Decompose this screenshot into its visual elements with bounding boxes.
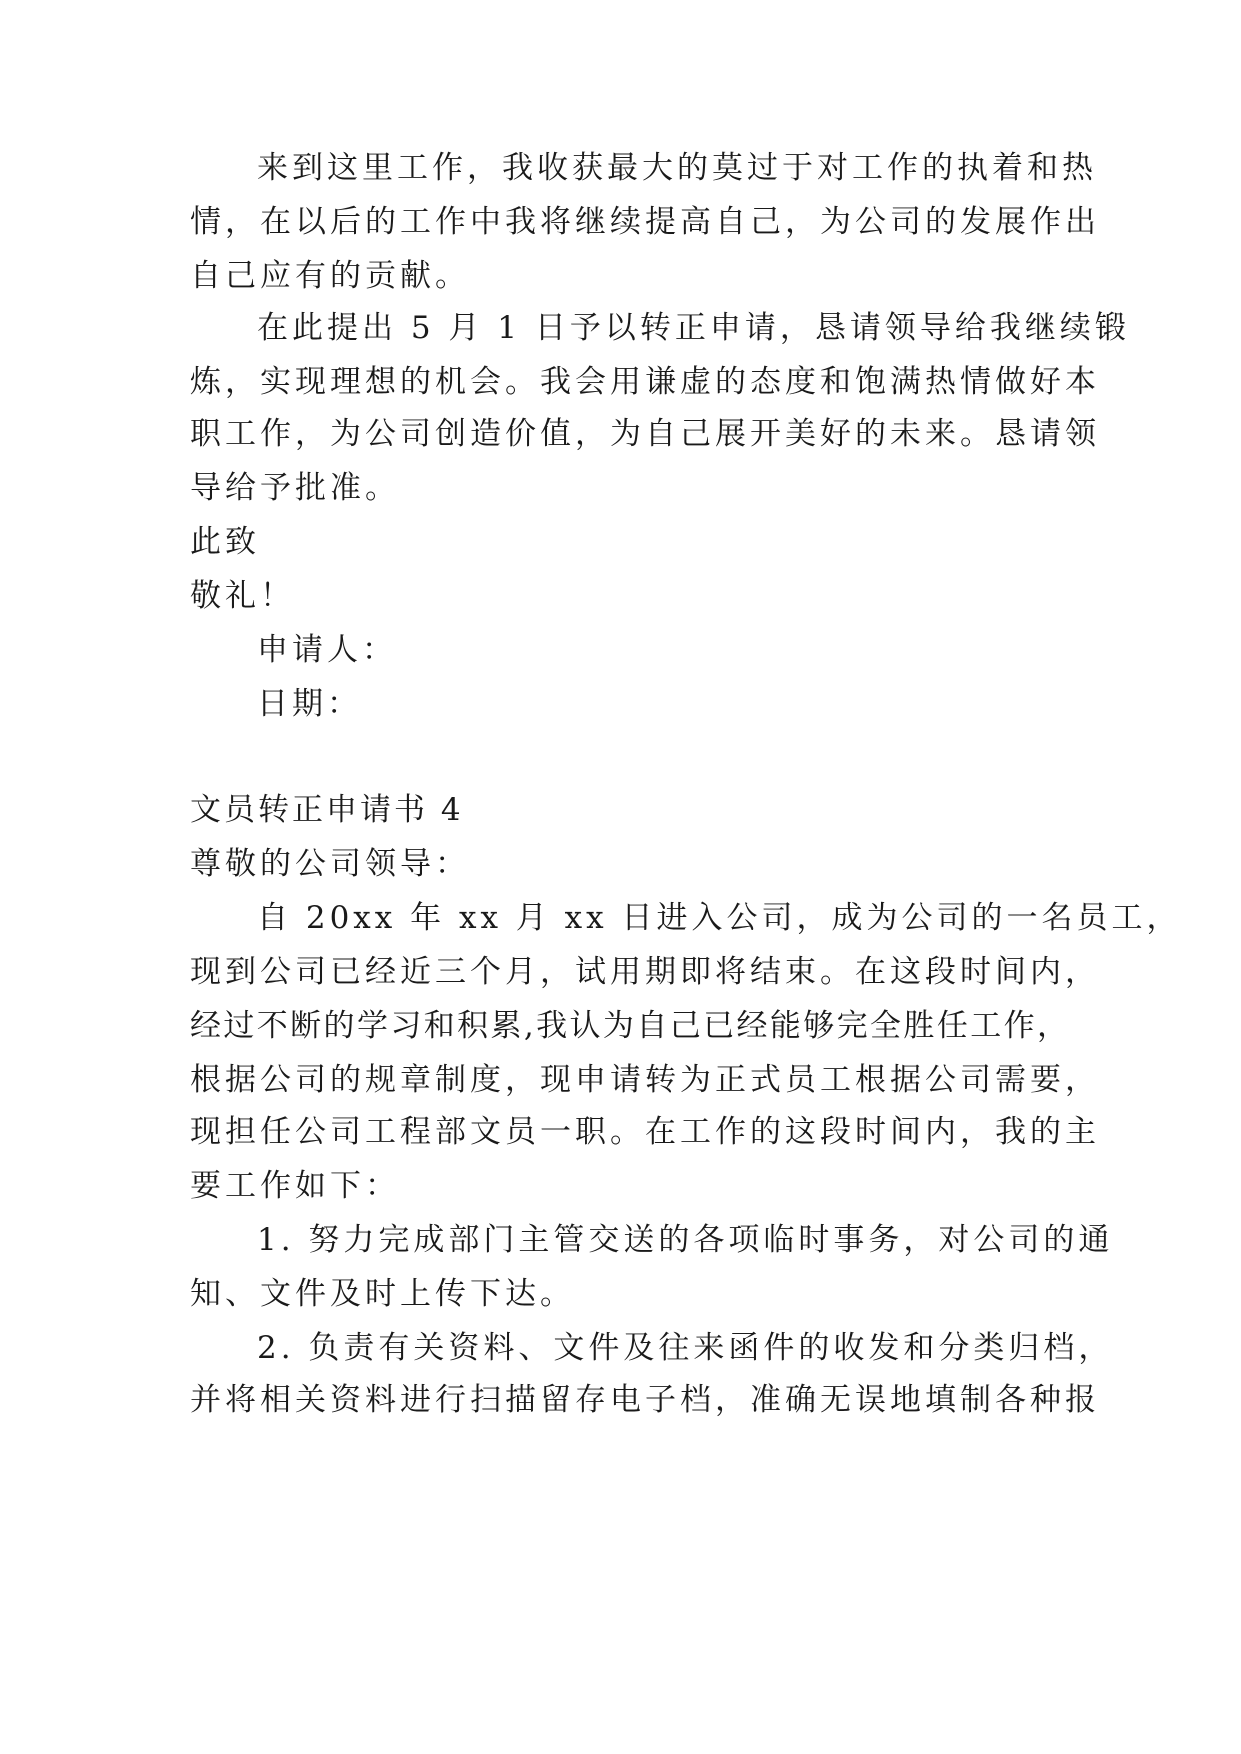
list-item-line: 知、文件及时上传下达。 [190, 1276, 575, 1312]
paragraph-line: 导给予批准。 [190, 470, 400, 506]
paragraph-line: 情，在以后的工作中我将继续提高自己，为公司的发展作出 [190, 204, 1100, 240]
list-item-line: 并将相关资料进行扫描留存电子档，准确无误地填制各种报 [190, 1382, 1100, 1418]
paragraph-line: 来到这里工作，我收获最大的莫过于对工作的执着和热 [257, 150, 1097, 186]
paragraph-line: 要工作如下： [190, 1168, 400, 1204]
paragraph-line: 经过不断的学习和积累,我认为自己已经能够完全胜任工作， [190, 1008, 1070, 1044]
list-item-line: 2. 负责有关资料、文件及往来函件的收发和分类归档， [257, 1330, 1114, 1366]
closing-line: 此致 [190, 524, 260, 560]
date-label: 日期： [257, 686, 362, 722]
salutation: 尊敬的公司领导： [190, 846, 470, 882]
applicant-label: 申请人： [257, 632, 397, 668]
paragraph-line: 在此提出 5 月 1 日予以转正申请，恳请领导给我继续锻 [257, 310, 1130, 346]
paragraph-line: 自己应有的贡献。 [190, 258, 470, 294]
paragraph-line: 现到公司已经近三个月，试用期即将结束。在这段时间内， [190, 954, 1100, 990]
paragraph-line: 根据公司的规章制度，现申请转为正式员工根据公司需要， [190, 1062, 1100, 1098]
paragraph-line: 炼，实现理想的机会。我会用谦虚的态度和饱满热情做好本 [190, 364, 1100, 400]
paragraph-line: 职工作，为公司创造价值，为自己展开美好的未来。恳请领 [190, 416, 1100, 452]
section-title: 文员转正申请书 4 [190, 792, 464, 828]
list-item-line: 1. 努力完成部门主管交送的各项临时事务，对公司的通 [257, 1222, 1114, 1258]
paragraph-line: 自 20xx 年 xx 月 xx 日进入公司，成为公司的一名员工， [257, 900, 1182, 936]
closing-line: 敬礼！ [190, 578, 295, 614]
paragraph-line: 现担任公司工程部文员一职。在工作的这段时间内，我的主 [190, 1114, 1100, 1150]
